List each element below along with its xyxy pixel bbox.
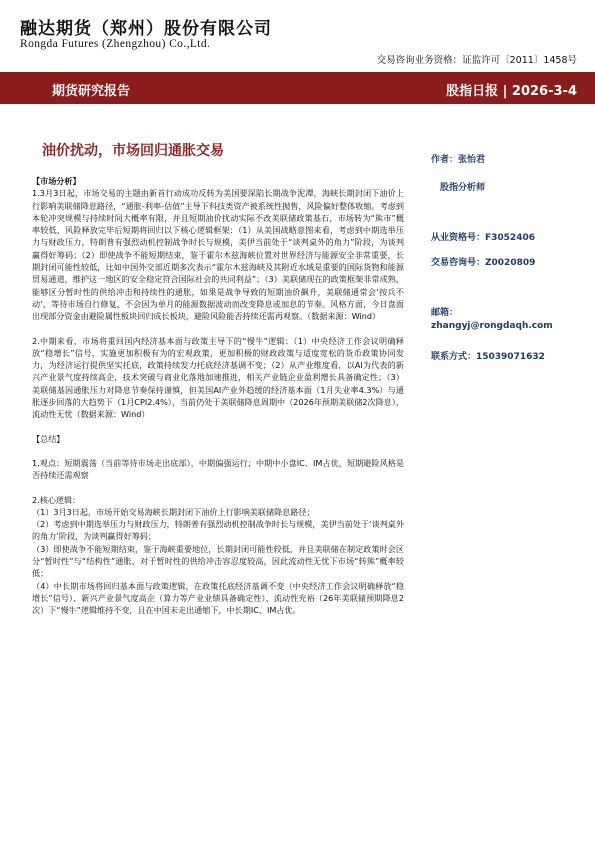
- report-date-label: 股指日报 | 2026-3-4: [446, 84, 577, 99]
- license-info: 交易咨询业务资格：证监许可〔2011〕1458号: [376, 55, 577, 66]
- email-label: 邮箱：: [431, 308, 459, 318]
- company-name-en: Rongda Futures (Zhengzhou) Co.,Ltd.: [20, 38, 211, 50]
- company-name-cn: 融达期货（郑州）股份有限公司: [20, 19, 272, 39]
- core-logic-item: （3）即使战争不能短期结束，鉴于海峡重要地位，长期封闭可能性较低，并且美联储在制定政策时会区分“暂时性”与“结构性”通胀，对于暂时性的供给冲击容忍度较高，因此流动性无忧下市场“转熊”概率较低；: [32, 543, 404, 579]
- core-logic-heading: 2.核心逻辑：: [32, 494, 81, 505]
- section-heading-analysis: 【市场分析】: [32, 176, 81, 186]
- core-logic-item: （1）3月3日起，市场开始交易海峡长期封闭下油价上行影响美联储降息路径；: [32, 506, 315, 517]
- author-name: 作者：张怡君: [431, 155, 486, 165]
- paragraph-mid-term: 2.中期来看，市场将重回国内经济基本面与政策主导下的“慢牛”逻辑：（1）中央经济工作会议明确释放“稳增长”信号，实施更加积极有为的宏观政策，更加积极的财政政策与适度宽松的货币政策协同发力，为经济运行提供坚实托底，政策持续发力托底经济基调不变；（2）从产业维度看，以AI为代表的新兴产业景气度持续高企，技术突破与商业化落地加速推进，相关产业链企业盈利增长具备确定性；（3）美联储基因通胀压力对降息节奏保持谨慎，但美国AI产业外趋缓的经济基本面（1月失业率4.3%）与通胀逐步回落的大趋势下（1月CPI2.4%），当前仍处于美联储降息周期中（2026年预期美联储2次降息），流动性无忧（数据来源：Wind）: [32, 335, 404, 420]
- report-title: 油价扰动，市场回归通胀交易: [42, 143, 224, 159]
- core-logic-item: （4）中长期市场将回归基本面与政策逻辑，在政策托底经济基调不变（中央经济工作会议明确释放“稳增长”信号）、新兴产业景气度高企（算力等产业业绩具备确定性）、流动性充裕（26年美联储预期降息2次）下“慢牛”逻辑维持不变，且在中国未走出通缩下，中长期IC、IM占优。: [32, 580, 404, 616]
- author-role: 股指分析师: [440, 183, 486, 193]
- consulting-number: 交易咨询号：Z0020809: [431, 258, 536, 268]
- core-logic-item: （2）考虑到中期选举压力与财政压力，特朗普有强烈动机控制战争时长与规模，美伊当前处于‘谈判桌外的角力’阶段，为谈判赢得好筹码；: [32, 519, 404, 542]
- report-type-label: 期货研究报告: [52, 84, 131, 99]
- section-heading-summary: 【总结】: [32, 433, 65, 444]
- qualification-number: 从业资格号：F3052406: [431, 233, 535, 243]
- summary-viewpoint: 1.观点：短期震荡（当前等待市场走出底部），中期偏强运行；中期中小盘IC、IM占优，短期避险风格是否持续还需观察: [32, 457, 404, 481]
- phone-number: 联系方式：15039071632: [431, 352, 545, 362]
- paragraph-short-term: 1.3月3日起，市场交易的主题由新首行动成功反转为美国要深陷长期战争泥潭，海峡长期封闭下油价上行影响美联储降息路径，“通胀-利率-估值”主导下科技类资产被系统性抛售，风险偏好整体收缩。考虑到本轮冲突规模与持续时间大概率有限，并且短期油价扰动实际不改美联储政策基石，市场转为“熊市”概率较低，风险释放完毕后短期将回归以下核心逻辑框架：（1）从美国战略意图来看，考虑到中期选举压力与财政压力，特朗普有强烈动机控制战争时长与规模，美伊当前处于“谈判桌外的角力”阶段，为谈判赢得好筹码；（2）即使战争不能短期结束，鉴于霍尔木兹海峡位置对世界经济与能源安全非常重要，长期封闭可能性较低，比如中国外交部近期多次表示“霍尔木兹海峡及其附近水域是重要的国际货物和能源贸易通道，维护这一地区的安全稳定符合国际社会的共同利益”；（3）美联储现在的政策框架非常成熟，能够区分暂时性的供给冲击和持续性的通胀，如果是战争导致的短期油价飙升，美联储通常会‘按兵不动’，等待市场自行修复，不会因为单月的能源数据波动而改变降息或加息的节奏。风格方面，今日盘面出现部分资金由避险属性板块回归成长板块，避险风险能否持续还需再观察。（数据来源：Wind）: [32, 188, 404, 322]
- report-body: [32, 175, 404, 617]
- email-link[interactable]: zhangyj@rongdaqh.com: [431, 321, 553, 331]
